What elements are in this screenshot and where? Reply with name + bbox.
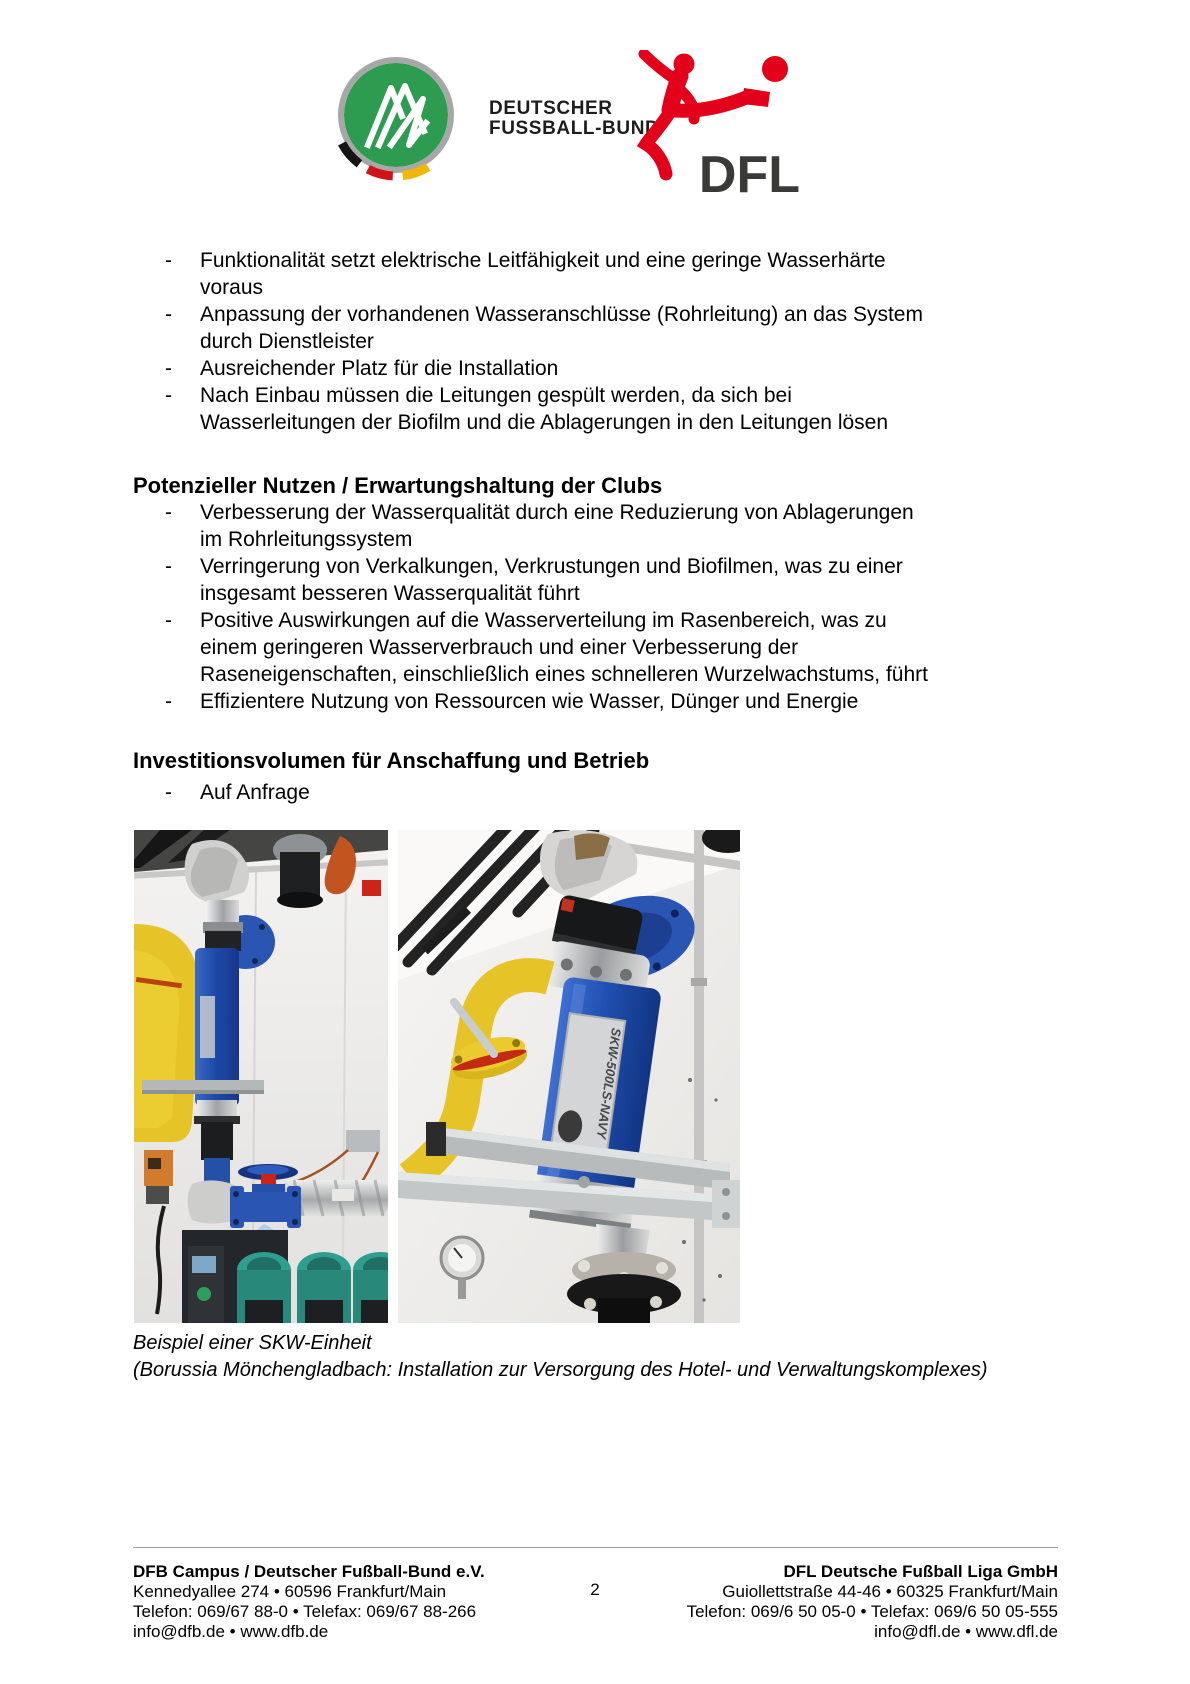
dfl-logo-icon (622, 50, 802, 198)
footer-divider (133, 1547, 1058, 1548)
photo-caption (133, 1330, 1058, 1384)
list-item-text: Nach Einbau müssen die Leitungen gespült werden, da sich bei Wasserleitungen der Biofilm und die Ablagerungen in den Leitungen lösen (200, 384, 889, 434)
list-item (133, 382, 1058, 436)
footer-dfl (687, 1562, 1058, 1642)
photo-row (134, 830, 1058, 1323)
investment-heading: Investitionsvolumen für Anschaffung und Betrieb (133, 748, 650, 773)
bullet-dash: - (165, 781, 172, 804)
dfl-wordmark: DFL (698, 146, 800, 198)
list-item-text: Auf Anfrage (200, 781, 310, 804)
investment-list (133, 779, 1058, 806)
bullet-dash: - (165, 609, 172, 632)
bullet-dash: - (165, 501, 172, 524)
bullet-dash: - (165, 384, 172, 407)
list-item (133, 301, 1058, 355)
requirements-list (133, 247, 1058, 436)
footer-dfl-address: Guiollettstraße 44-46 • 60325 Frankfurt/Main (722, 1582, 1058, 1601)
dfb-wordmark-line1: DEUTSCHER (489, 98, 613, 119)
footer-dfb-address: Kennedyallee 274 • 60596 Frankfurt/Main (133, 1582, 447, 1601)
list-item-text: Effizientere Nutzung von Ressourcen wie Wasser, Dünger und Energie (200, 690, 859, 713)
bullet-dash: - (165, 303, 172, 326)
list-item (133, 688, 1058, 715)
footer-dfl-phone: Telefon: 069/6 50 05-0 • Telefax: 069/6 50 05-555 (686, 1602, 1058, 1621)
dfb-logo-icon (336, 53, 456, 193)
list-item (133, 355, 1058, 382)
bullet-dash: - (165, 555, 172, 578)
list-item-text: Verbesserung der Wasserqualität durch eine Reduzierung von Ablagerungen im Rohrleitungssystem (200, 501, 914, 551)
photo-skw-unit (398, 830, 740, 1323)
list-item (133, 779, 1058, 806)
list-item-text: Anpassung der vorhandenen Wasseranschlüsse (Rohrleitung) an das System durch Dienstleister (200, 303, 923, 353)
footer-dfb-phone: Telefon: 069/67 88-0 • Telefax: 069/67 88-266 (133, 1602, 477, 1621)
bullet-dash: - (165, 690, 172, 713)
list-item (133, 607, 1058, 688)
photo-plant-room (134, 830, 388, 1323)
footer-dfl-name: DFL Deutsche Fußball Liga GmbH (783, 1562, 1058, 1581)
list-item-text: Verringerung von Verkalkungen, Verkrustungen und Biofilmen, was zu einer insgesamt besseren Wasserqualität führt (200, 555, 903, 605)
footer-dfb (133, 1562, 485, 1642)
skw-unit-label: SKW-500LS-NAVY (593, 1026, 625, 1140)
list-item (133, 553, 1058, 607)
page-header (0, 0, 1190, 210)
dfb-wordmark-line2: FUSSBALL-BUND (489, 117, 660, 139)
footer-dfb-email-web: info@dfb.de • www.dfb.de (133, 1622, 329, 1641)
photo-caption-line2: (Borussia Mönchengladbach: Installation zur Versorgung des Hotel- und Verwaltungskomplexes) (133, 1359, 988, 1381)
benefits-heading: Potenzieller Nutzen / Erwartungshaltung der Clubs (133, 473, 663, 498)
list-item-text: Ausreichender Platz für die Installation (200, 357, 559, 380)
list-item (133, 247, 1058, 301)
document-body (133, 247, 1058, 1384)
photo-caption-line1: Beispiel einer SKW-Einheit (133, 1332, 372, 1354)
list-item (133, 499, 1058, 553)
list-item-text: Funktionalität setzt elektrische Leitfähigkeit und eine geringe Wasserhärte voraus (200, 249, 886, 299)
bullet-dash: - (165, 249, 172, 272)
bullet-dash: - (165, 357, 172, 380)
list-item-text: Positive Auswirkungen auf die Wasserverteilung im Rasenbereich, was zu einem geringeren Wasserverbrauch und einer Verbesserung der Raseneigenschaften, einschließlich eines schnelleren Wurzelwachstums, führt (200, 609, 928, 686)
page-number: 2 (590, 1580, 600, 1599)
benefits-list (133, 499, 1058, 715)
footer-dfl-email-web: info@dfl.de • www.dfl.de (874, 1622, 1058, 1641)
footer-dfb-name: DFB Campus / Deutscher Fußball-Bund e.V. (133, 1562, 485, 1581)
